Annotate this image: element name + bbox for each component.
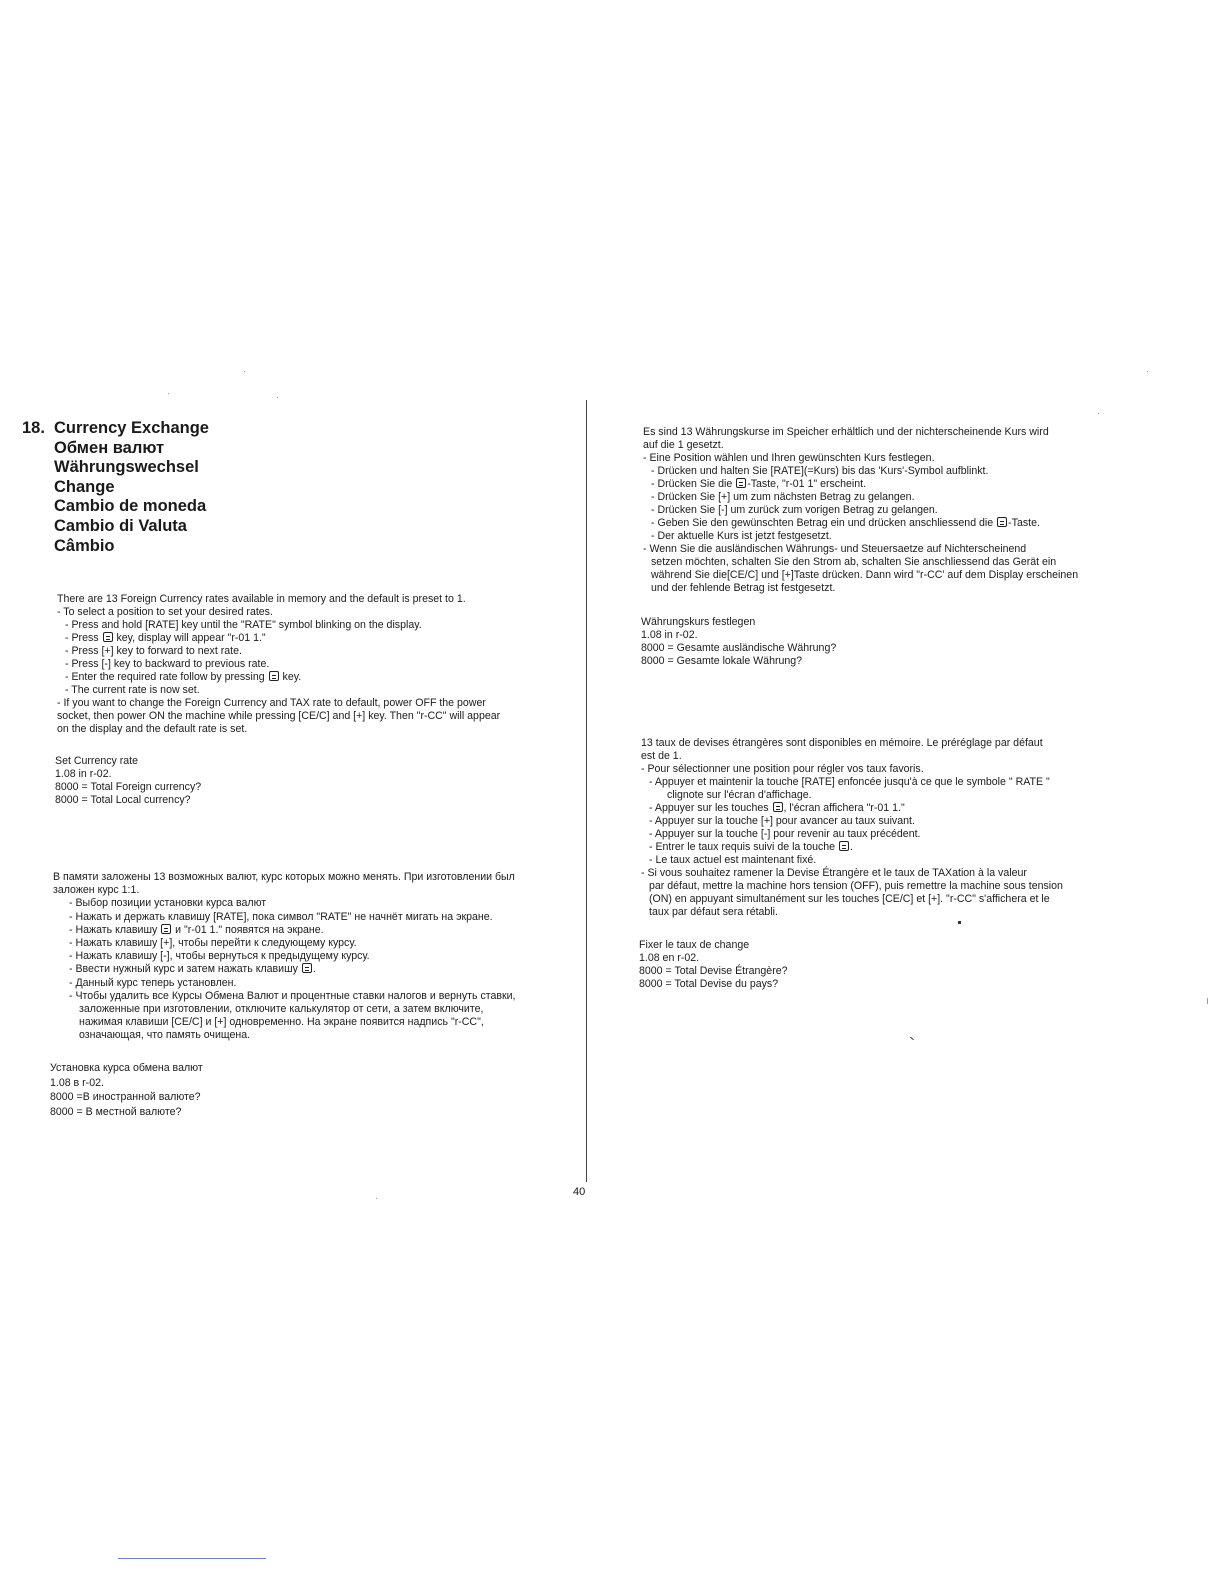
german-reset: - Wenn Sie die ausländischen Währungs- und Steuersaetze auf Nichterscheinend (643, 543, 1027, 555)
russian-example (50, 1062, 203, 1120)
example-line: 1.08 en r-02. (639, 952, 700, 964)
english-select: - To select a position to set your desired rates. (57, 606, 273, 618)
german-step: - Drücken Sie [-] um zurück zum vorigen Betrag zu gelangen. (651, 504, 938, 516)
example-line: 8000 = Total Devise du pays? (639, 978, 779, 990)
scan-speck (1147, 371, 1148, 372)
french-step: - Appuyer sur les touches , l'écran affichera "r-01 1." (649, 802, 905, 814)
example-line: 1.08 в r-02. (50, 1076, 104, 1089)
german-intro: auf die 1 gesetzt. (643, 439, 724, 451)
scan-speck (1207, 998, 1208, 1004)
example-line: 8000 = В местной валюте? (50, 1105, 182, 1118)
french-intro: est de 1. (641, 750, 682, 762)
example-title: Währungskurs festlegen (641, 616, 756, 628)
french-step: - Entrer le taux requis suivi de la touche . (649, 841, 853, 853)
equals-key-icon (839, 841, 849, 851)
section-number: 18. (22, 419, 45, 437)
french-reset: (ON) en appuyant simultanément sur les touches [CE/C] et [+]. "r-CC" s'affichera et le (649, 893, 1050, 905)
example-line: 8000 = Total Local currency? (55, 794, 191, 806)
german-step: - Drücken und halten Sie [RATE](=Kurs) bis das 'Kurs'-Symbol aufblinkt. (651, 465, 989, 477)
french-reset: par défaut, mettre la machine hors tension (OFF), puis remettre la machine sous tension (649, 880, 1063, 892)
title-french: Change (54, 477, 115, 496)
english-reset: - If you want to change the Foreign Currency and TAX rate to default, power OFF the power (57, 697, 486, 709)
german-reset: während Sie die[CE/C] und [+]Taste drücken. Dann wird "r-CC' auf dem Display erscheinen (651, 569, 1079, 581)
equals-key-icon (997, 517, 1007, 527)
french-step: - Pour sélectionner une position pour régler vos taux favoris. (641, 763, 924, 775)
german-instructions (643, 426, 1078, 595)
english-step: - The current rate is now set. (65, 684, 200, 696)
equals-key-icon (302, 963, 312, 973)
french-step: clignote sur l'écran d'affichage. (667, 789, 812, 801)
example-line: 8000 = Total Foreign currency? (55, 781, 202, 793)
german-example (641, 616, 836, 668)
scan-speck (1098, 413, 1099, 414)
equals-key-icon (161, 924, 171, 934)
title-english: Currency Exchange (54, 419, 209, 437)
column-divider (586, 400, 587, 1182)
equals-key-icon (103, 632, 113, 642)
french-instructions (641, 737, 1063, 919)
title-spanish: Cambio de moneda (54, 497, 207, 516)
german-reset: und der fehlende Betrag ist festgesetzt. (651, 582, 836, 594)
scan-speck (910, 1037, 914, 1040)
title-italian: Cambio di Valuta (54, 516, 187, 535)
russian-intro: В памяти заложены 13 возможных валют, курс которых можно менять. При изготовлении был (53, 871, 515, 883)
german-step: - Drücken Sie die -Taste, "r-01 1" erscheint. (651, 478, 867, 490)
english-step: - Press [-] key to backward to previous rate. (65, 658, 270, 670)
german-reset: setzen möchten, schalten Sie den Strom ab, schalten Sie anschliessend das Gerät ein (651, 556, 1057, 568)
english-step: - Press key, display will appear "r-01 1." (65, 632, 266, 644)
russian-step: - Нажать клавишу [-], чтобы вернуться к предыдущему курсу. (69, 950, 370, 963)
title-portuguese: Câmbio (54, 536, 115, 555)
english-intro: There are 13 Foreign Currency rates available in memory and the default is preset to 1. (57, 593, 466, 605)
russian-intro: заложен курс 1:1. (53, 884, 140, 897)
english-step: - Press [+] key to forward to next rate. (65, 645, 242, 657)
example-title: Fixer le taux de change (639, 939, 750, 951)
russian-step: - Нажать клавишу и "r-01 1." появятся на экране. (69, 923, 324, 936)
example-line: 8000 =В иностранной валюте? (50, 1091, 201, 1103)
equals-key-icon (736, 478, 746, 488)
english-reset: on the display and the default rate is set. (57, 723, 248, 735)
russian-instructions (53, 871, 516, 1042)
french-reset: taux par défaut sera rétabli. (649, 906, 778, 918)
russian-step: - Ввести нужный курс и затем нажать клавишу . (69, 963, 316, 976)
russian-step: - Выбор позиции установки курса валют (69, 897, 267, 910)
french-step: - Appuyer sur la touche [+] pour avancer au taux suivant. (649, 815, 915, 827)
english-example (55, 755, 201, 807)
english-step: - Press and hold [RATE] key until the "RATE" symbol blinking on the display. (65, 619, 422, 631)
title-german: Währungswechsel (54, 458, 199, 477)
example-line: 1.08 in r-02. (641, 629, 698, 641)
page-number: 40 (573, 1186, 586, 1198)
german-step: - Geben Sie den gewünschten Betrag ein und drücken anschliessend die -Taste. (651, 517, 1040, 529)
example-title: Set Currency rate (55, 755, 139, 767)
german-intro: Es sind 13 Währungskurse im Speicher erhältlich und der nichterscheinende Kurs wird (643, 426, 1049, 438)
footer-rule (118, 1558, 266, 1559)
english-reset: socket, then power ON the machine while pressing [CE/C] and [+] key. Then "r-CC" will appear (57, 710, 501, 722)
french-step: - Le taux actuel est maintenant fixé. (649, 854, 817, 866)
scan-speck (277, 397, 278, 398)
scan-speck (168, 393, 169, 394)
french-reset: - Si vous souhaitez ramener la Devise Étrangère et le taux de TAXation à la valeur (641, 867, 1027, 879)
section-titles (54, 419, 209, 556)
russian-step: заложенные при изготовлении, отключите калькулятор от сети, а затем включите, (79, 1002, 484, 1015)
german-step: - Der aktuelle Kurs ist jetzt festgesetzt. (651, 530, 832, 542)
french-step: - Appuyer sur la touche [-] pour revenir au taux précédent. (649, 828, 921, 840)
example-title: Установка курса обмена валют (50, 1062, 203, 1074)
german-step: - Eine Position wählen und Ihren gewünschten Kurs festlegen. (643, 452, 935, 464)
title-russian: Обмен валют (54, 438, 165, 457)
french-example (639, 939, 788, 991)
french-step: - Appuyer et maintenir la touche [RATE] enfoncée jusqu'à ce que le symbole " RATE " (649, 776, 1050, 788)
equals-key-icon (773, 802, 783, 812)
english-instructions (57, 593, 500, 736)
english-step: - Enter the required rate follow by pressing key. (65, 671, 302, 683)
example-line: 8000 = Total Devise Étrangère? (639, 965, 788, 977)
russian-step: означающая, что память очищена. (79, 1029, 251, 1042)
russian-step: - Нажать и держать клавишу [RATE], пока символ "RATE" не начнёт мигать на экране. (69, 910, 493, 923)
example-line: 8000 = Gesamte lokale Währung? (641, 655, 803, 667)
russian-step: - Данный курс теперь установлен. (69, 976, 237, 989)
french-intro: 13 taux de devises étrangères sont disponibles en mémoire. Le préréglage par défaut (641, 737, 1043, 749)
german-step: - Drücken Sie [+] um zum nächsten Betrag zu gelangen. (651, 491, 915, 503)
example-line: 8000 = Gesamte ausländische Währung? (641, 642, 837, 654)
russian-step: - Нажать клавишу [+], чтобы перейти к следующему курсу. (69, 936, 357, 949)
scan-speck (376, 1198, 377, 1199)
russian-step: нажимая клавиши [CE/C] и [+] одновременно. На экране появится надпись "r-CC", (79, 1016, 484, 1029)
russian-step: - Чтобы удалить все Курсы Обмена Валют и процентные ставки налогов и вернуть ставки, (69, 989, 516, 1002)
scan-speck (244, 371, 245, 372)
scan-speck (958, 921, 961, 924)
equals-key-icon (269, 671, 279, 681)
example-line: 1.08 in r-02. (55, 768, 112, 780)
